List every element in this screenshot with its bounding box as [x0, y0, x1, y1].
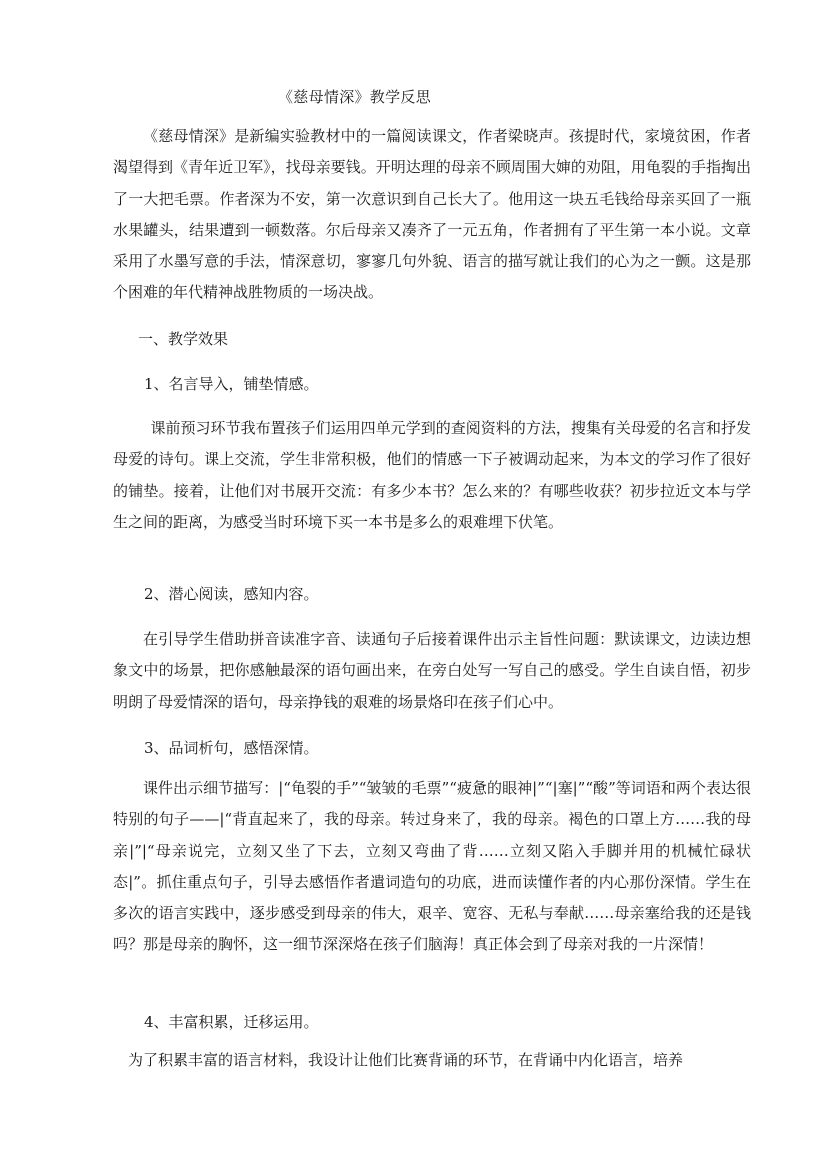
- page-title: 《慈母情深》教学反思: [278, 88, 432, 106]
- subsection-heading-4: 4、丰富积累，迁移运用。: [144, 1013, 319, 1031]
- intro-paragraph: 《慈母情深》是新编实验教材中的一篇阅读课文，作者梁晓声。孩提时代，家境贫困，作者渴望得到《青年近卫军》，找母亲要钱。开明达理的母亲不顾周围大婶的劝阻，用龟裂的手指掏出了一大把毛票。作者深为不安，第一次意识到自己长大了。他用这一块五毛钱给母亲买回了一瓶水果罐头，结果遭到一顿数落。尔后母亲又凑齐了一元五角，作者拥有了平生第一本小说。文章采用了水墨写意的手法，情深意切，寥寥几句外貌、语言的描写就让我们的心为之一颤。这是那个困难的年代精神战胜物质的一场决战。: [113, 127, 751, 302]
- subsection-paragraph-2: 在引导学生借助拼音读准字音、读通句子后接着课件出示主旨性问题：默读课文，边读边想象文中的场景，把你感触最深的语句画出来，在旁白处写一写自己的感受。学生自读自悟，初步明朗了母爱情深的语句，母亲挣钱的艰难的场景烙印在孩子们心中。: [113, 630, 751, 711]
- subsection-paragraph-1: 课前预习环节我布置孩子们运用四单元学到的查阅资料的方法，搜集有关母爱的名言和抒发母爱的诗句。课上交流，学生非常积极，他们的情感一下子被调动起来，为本文的学习作了很好的铺垫。接着，让他们对书展开交流：有多少本书？怎么来的？有哪些收获？初步拉近文本与学生之间的距离，为感受当时环境下买一本书是多么的艰难埋下伏笔。: [113, 419, 751, 531]
- subsection-paragraph-4: 为了积累丰富的语言材料，我设计让他们比赛背诵的环节，在背诵中内化语言，培养: [128, 1051, 684, 1069]
- section-heading-teaching-effect: 一、教学效果: [138, 330, 229, 348]
- subsection-heading-1: 1、名言导入，铺垫情感。: [144, 375, 319, 393]
- subsection-paragraph-3: 课件出示细节描写：|“龟裂的手”“皱皱的毛票”“疲惫的眼神|”“|塞|”“酸”等词语和两个表达很特别的句子——|“背直起来了，我的母亲。转过身来了，我的母亲。褐色的口罩上方……我的母亲|”|“母亲说完，立刻又坐了下去，立刻又弯曲了背……立刻又陷入手脚并用的机械忙碌状态|”。抓住重点句子，引导去感悟作者遣词造句的功底，进而读懂作者的内心那份深情。学生在多次的语言实践中，逐步感受到母亲的伟大，艰辛、宽容、无私与奉献……母亲塞给我的还是钱吗？那是母亲的胸怀，这一细节深深烙在孩子们脑海！真正体会到了母亲对我的一片深情！: [113, 779, 751, 954]
- subsection-heading-2: 2、潜心阅读，感知内容。: [144, 585, 319, 603]
- subsection-heading-3: 3、品词析句，感悟深情。: [144, 739, 319, 757]
